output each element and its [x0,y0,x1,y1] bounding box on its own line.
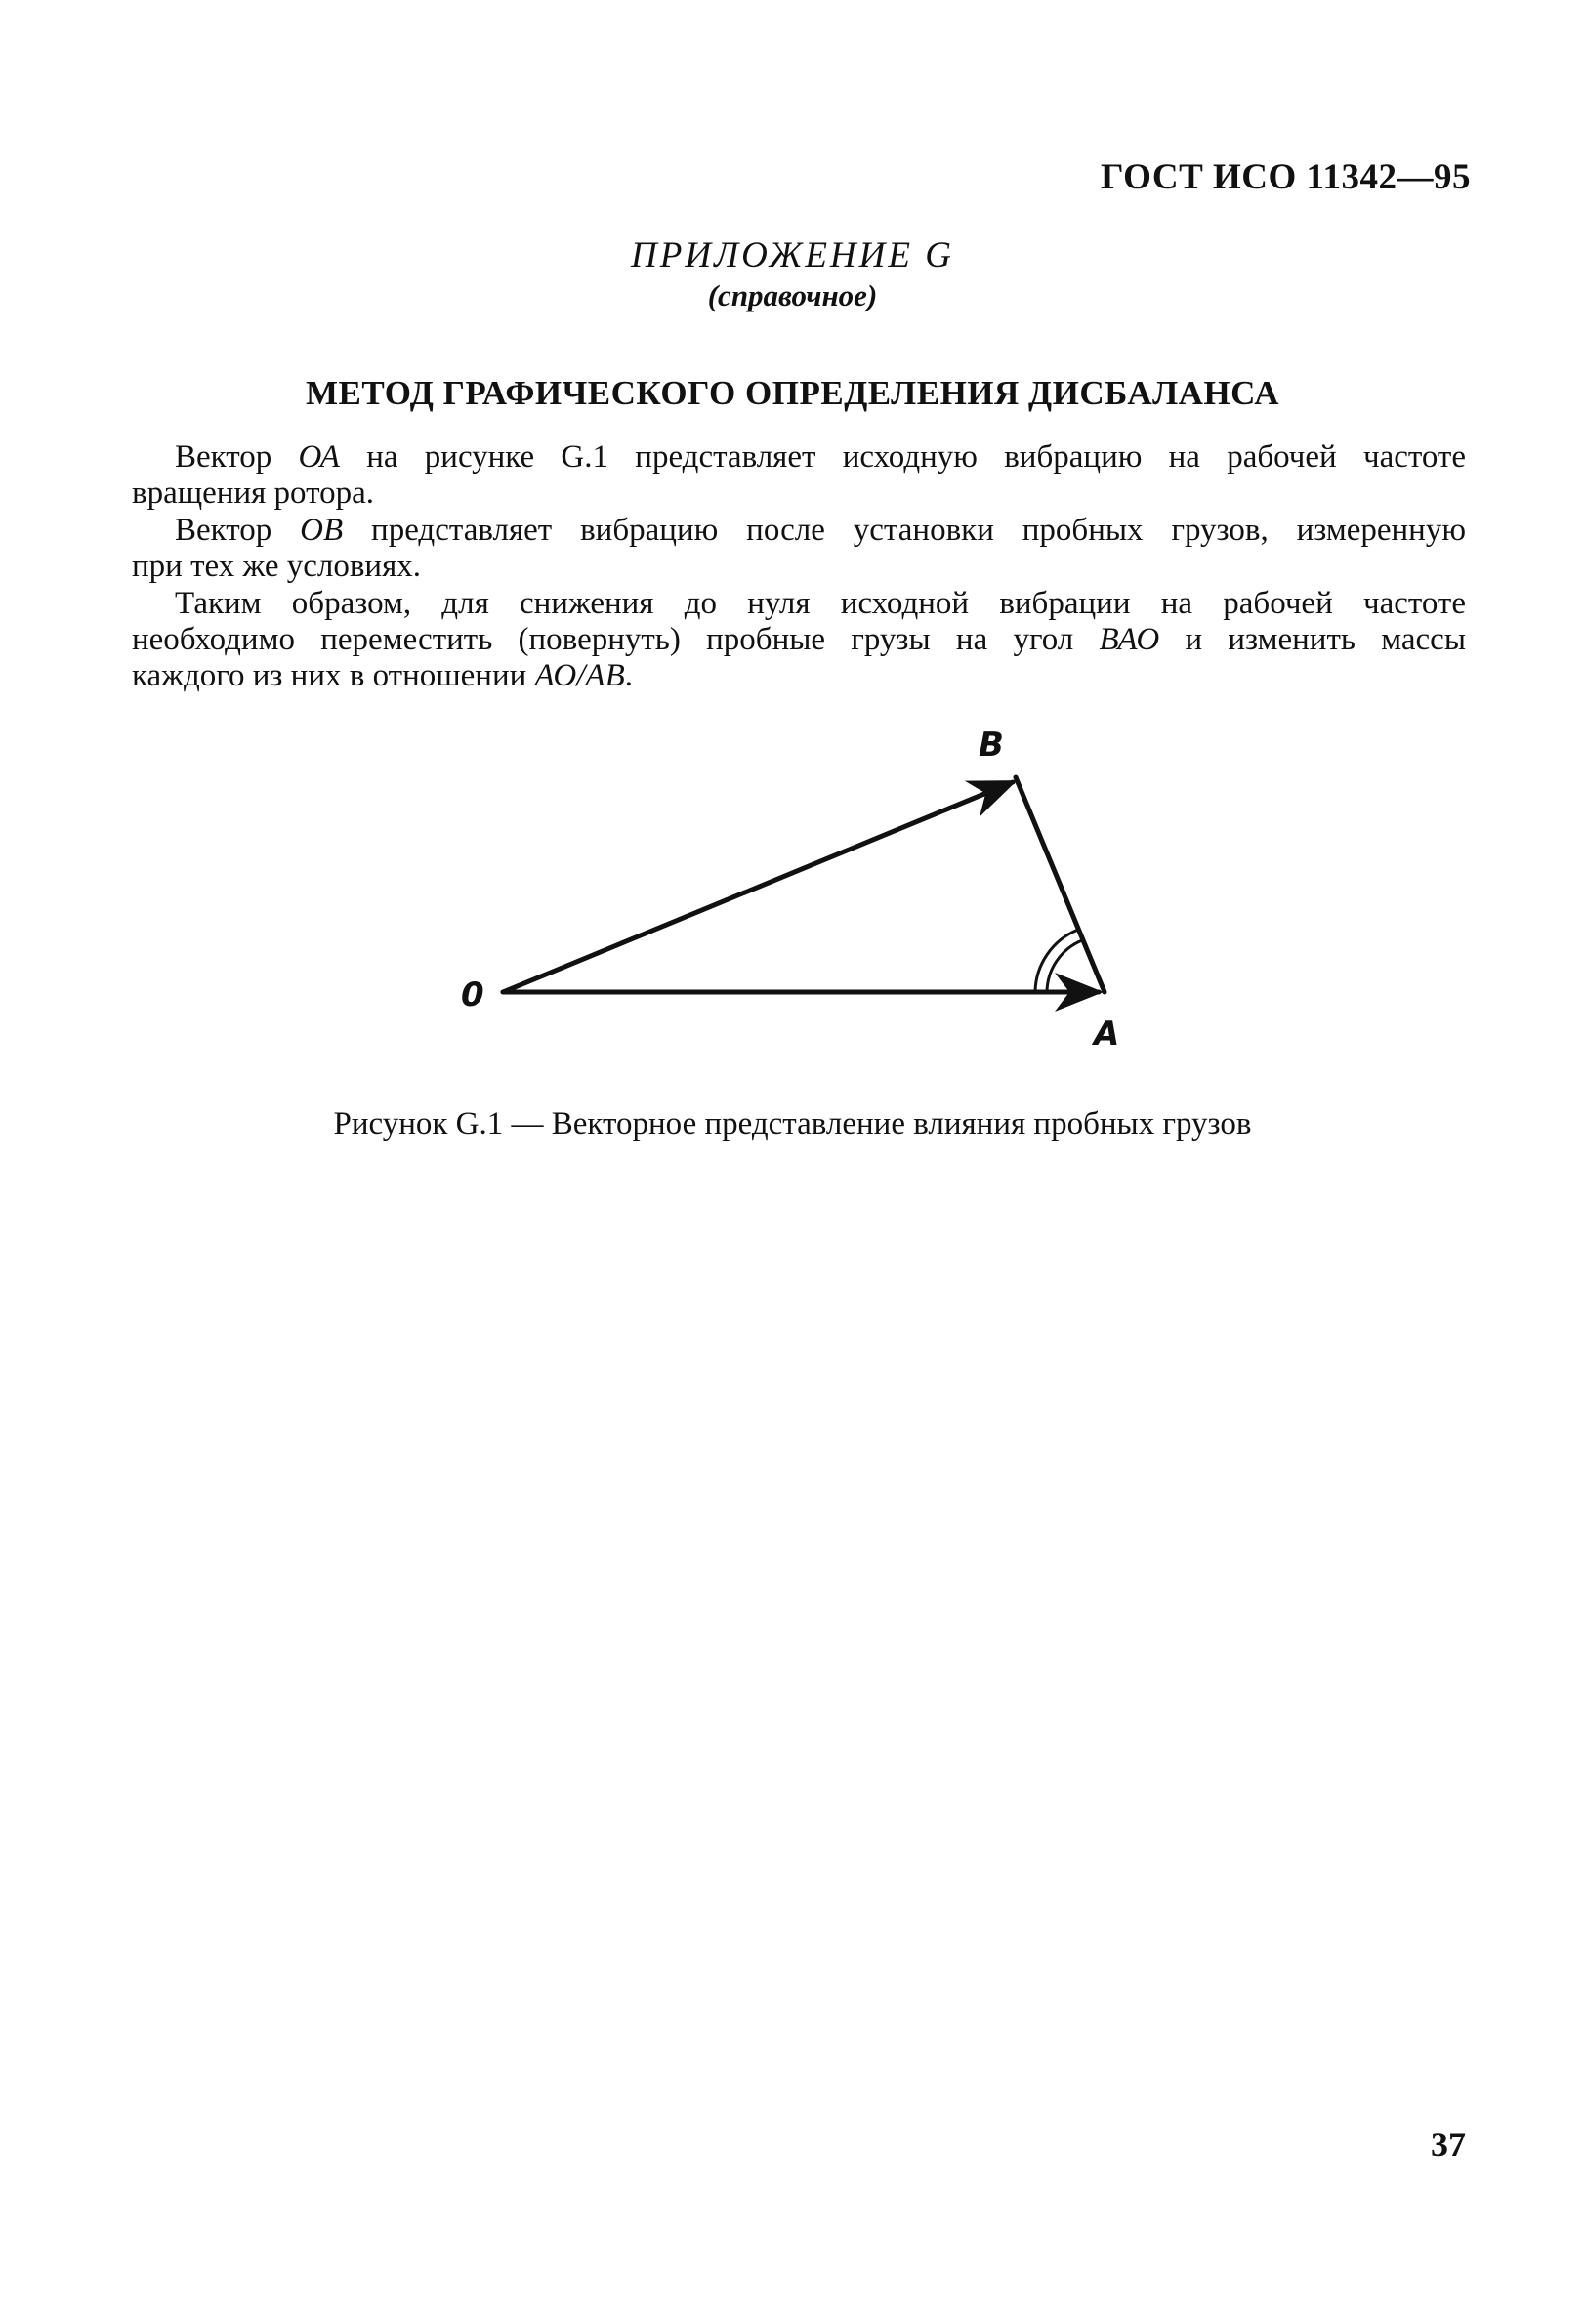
label-o: 0 [461,975,484,1015]
vector-ob [503,782,1013,992]
segment-ab [1016,777,1105,992]
appendix-subtitle: (справочное) [707,278,878,312]
appendix-title: ПРИЛОЖЕНИЕ G [631,235,954,275]
section-title: МЕТОД ГРАФИЧЕСКОГО ОПРЕДЕЛЕНИЯ ДИСБАЛАНСА [306,374,1279,412]
label-b: B [979,726,1004,765]
vector-diagram [0,0,1585,1074]
paragraph-vector-oa: Вектор ОА на рисунке G.1 представляет исходную вибрацию на рабочей частоте вращения ротора. [132,439,1466,511]
paragraph-correction: Таким образом, для снижения до нуля исходной вибрации на рабочей частоте необходимо переместить (повернуть) пробные грузы на угол ВАО и изменить массы каждого из них в отношении АО/АВ. [132,586,1466,693]
document-code: ГОСТ ИСО 11342—95 [1101,157,1471,197]
label-a: A [1094,1015,1120,1054]
angle-bao-mark [1035,930,1082,992]
paragraph-vector-ob: Вектор ОВ представляет вибрацию после установки пробных грузов, измеренную при тех же условиях. [132,513,1466,584]
figure-caption: Рисунок G.1 — Векторное представление влияния пробных грузов [333,1106,1252,1141]
page-number: 37 [1431,2125,1466,2164]
triangle-oab [503,777,1105,992]
